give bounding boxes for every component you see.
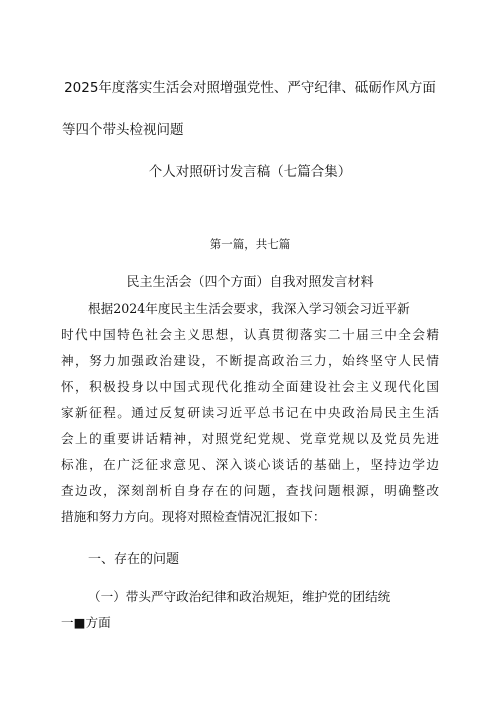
doc-title-line-2: 等四个带头检视问题	[62, 122, 184, 138]
paragraph-line: 标准，在广泛征求意见、深入谈心谈话的基础上，坚持边学边	[61, 457, 439, 472]
doc-title-line-3: 个人对照研讨发言稿（七篇合集）	[148, 164, 352, 180]
section-label: 第一篇，共七篇	[209, 237, 291, 251]
paragraph-line: 根据2024年度民主生活会要求，我深入学习领会习近平新	[88, 301, 410, 316]
paragraph-line: 神，努力加强政治建设，不断提高政治三力，始终坚守人民情	[61, 353, 439, 368]
paragraph-line: 会上的重要讲话精神，对照党纪党规、党章党规以及党员先进	[61, 431, 439, 446]
paragraph-line: 查边改，深刻剖析自身存在的问题，查找问题根源，明确整改	[61, 483, 439, 498]
subsection-line: （一）带头严守政治纪律和政治规矩，维护党的团结统	[88, 589, 391, 604]
doc-title-line-1: 2025年度落实生活会对照增强党性、严守纪律、砥砺作风方面	[64, 80, 436, 96]
article-title: 民主生活会（四个方面）自我对照发言材料	[126, 275, 374, 290]
subsection-line: 一■方面	[61, 615, 111, 630]
paragraph-line: 怀，积极投身以中国式现代化推动全面建设社会主义现代化国	[61, 379, 439, 394]
paragraph-line: 时代中国特色社会主义思想，认真贯彻落实二十届三中全会精	[61, 327, 439, 342]
section-1-heading: 一、存在的问题	[88, 552, 180, 567]
paragraph-line: 措施和努力方向。现将对照检查情况汇报如下：	[61, 509, 326, 524]
paragraph-line: 家新征程。通过反复研读习近平总书记在中央政治局民主生活	[61, 405, 439, 420]
